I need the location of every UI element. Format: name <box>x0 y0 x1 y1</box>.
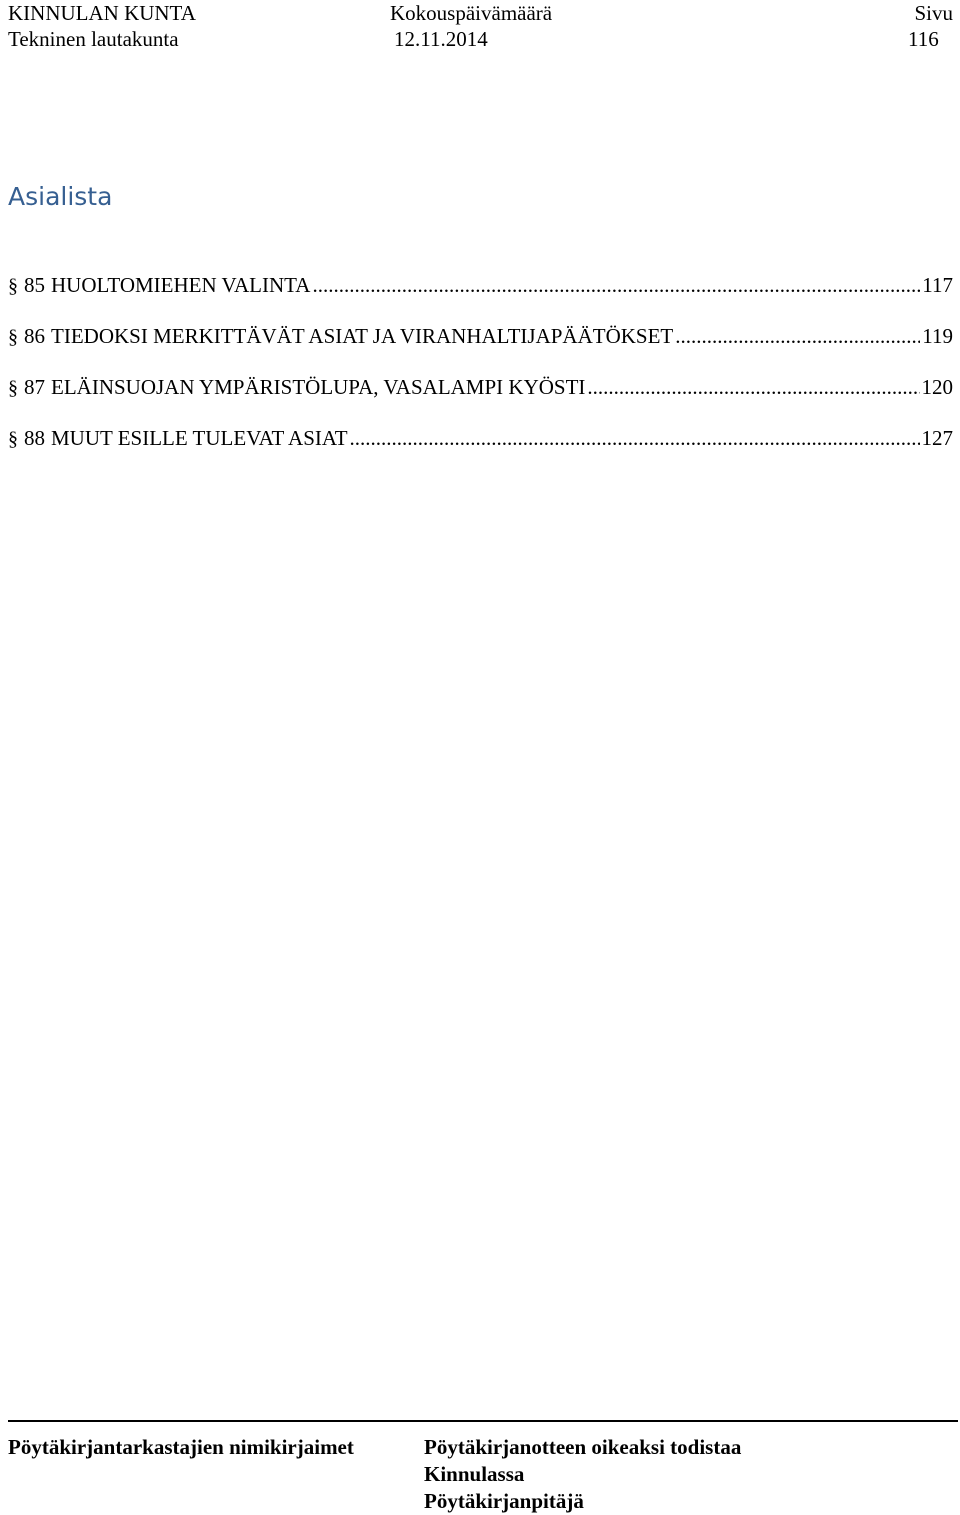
toc-entry-title: MUUT ESILLE TULEVAT ASIAT <box>51 426 348 450</box>
toc-entry-title: TIEDOKSI MERKITTÄVÄT ASIAT JA VIRANHALTIJAPÄÄTÖKSET <box>51 324 674 348</box>
toc-entry-page: 119 <box>922 324 953 348</box>
toc-entry-page: 117 <box>922 273 953 297</box>
section-sign: § <box>8 275 18 297</box>
page-label: Sivu <box>914 1 953 25</box>
toc-leader-dots <box>350 423 920 453</box>
section-sign: § <box>8 326 18 348</box>
toc-entry-number: 88 <box>24 426 45 450</box>
toc-entry-title: HUOLTOMIEHEN VALINTA <box>51 273 311 297</box>
minutes-keeper-label: Pöytäkirjanpitäjä <box>424 1489 584 1513</box>
page-number: 116 <box>908 27 939 51</box>
table-of-contents <box>8 270 953 474</box>
agenda-heading: Asialista <box>8 182 113 211</box>
toc-entry-page: 127 <box>921 426 953 450</box>
certification-place: Kinnulassa <box>424 1462 525 1486</box>
toc-entry-page: 120 <box>921 375 953 399</box>
meeting-date-label: Kokouspäivämäärä <box>390 1 553 25</box>
toc-entry-number: 86 <box>24 324 45 348</box>
toc-entry[interactable] <box>8 321 953 372</box>
toc-entry[interactable] <box>8 372 953 423</box>
footer-divider <box>8 1420 958 1422</box>
toc-leader-dots <box>675 321 920 351</box>
toc-entry-number: 85 <box>24 273 45 297</box>
reviewers-initials-label: Pöytäkirjantarkastajien nimikirjaimet <box>8 1435 354 1459</box>
toc-leader-dots <box>587 372 919 402</box>
toc-entry[interactable] <box>8 423 953 474</box>
toc-entry-title: ELÄINSUOJAN YMPÄRISTÖLUPA, VASALAMPI KYÖSTI <box>51 375 586 399</box>
board-name: Tekninen lautakunta <box>8 27 179 51</box>
footer-left <box>8 1434 354 1461</box>
toc-entry[interactable] <box>8 270 953 321</box>
meeting-date-value: 12.11.2014 <box>394 27 488 51</box>
toc-entry-number: 87 <box>24 375 45 399</box>
section-sign: § <box>8 428 18 450</box>
certification-label: Pöytäkirjanotteen oikeaksi todistaa <box>424 1435 742 1459</box>
section-sign: § <box>8 377 18 399</box>
footer-right <box>424 1434 741 1515</box>
municipality-name: KINNULAN KUNTA <box>8 1 196 25</box>
toc-leader-dots <box>312 270 920 300</box>
page-header <box>0 0 960 56</box>
